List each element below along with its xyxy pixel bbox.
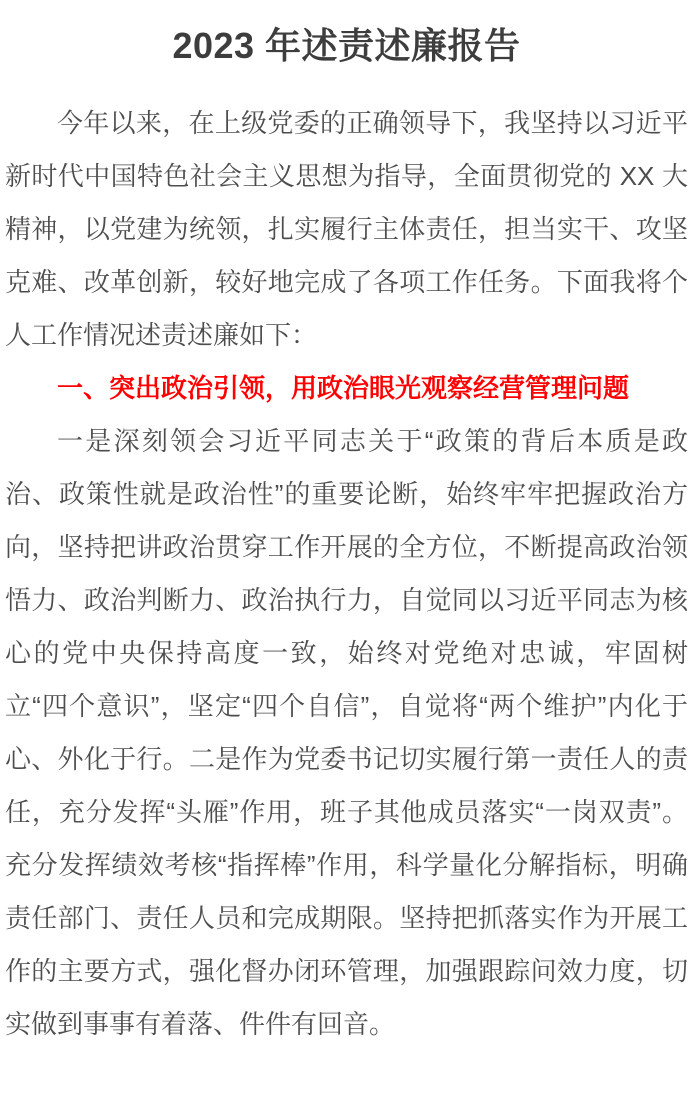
report-page [0, 22, 693, 1119]
section-1-heading: 一、突出政治引领，用政治眼光观察经营管理问题 [57, 373, 630, 403]
intro-paragraph: 今年以来，在上级党委的正确领导下，我坚持以习近平新时代中国特色社会主义思想为指导，全面贯彻党的 XX 大精神，以党建为统领，扎实履行主体责任，担当实干、攻坚克难、改革创新，较好地完成了各项工作任务。下面我将个人工作情况述责述廉如下： [5, 108, 688, 350]
page-title: 2023 年述责述廉报告 [172, 25, 521, 66]
section-1-body: 一是深刻领会习近平同志关于“政策的背后本质是政治、政策性就是政治性”的重要论断，始终牢牢把握政治方向，坚持把讲政治贯穿工作开展的全方位，不断提高政治领悟力、政治判断力、政治执行力，自觉同以习近平同志为核心的党中央保持高度一致，始终对党绝对忠诚，牢固树立“四个意识”，坚定“四个自信”，自觉将“两个维护”内化于心、外化于行。二是作为党委书记切实履行第一责任人的责任，充分发挥“头雁”作用，班子其他成员落实“一岗双责”。充分发挥绩效考核“指挥棒”作用，科学量化分解指标，明确责任部门、责任人员和完成期限。坚持把抓落实作为开展工作的主要方式，强化督办闭环管理，加强跟踪问效力度，切实做到事事有着落、件件有回音。 [5, 426, 688, 1039]
